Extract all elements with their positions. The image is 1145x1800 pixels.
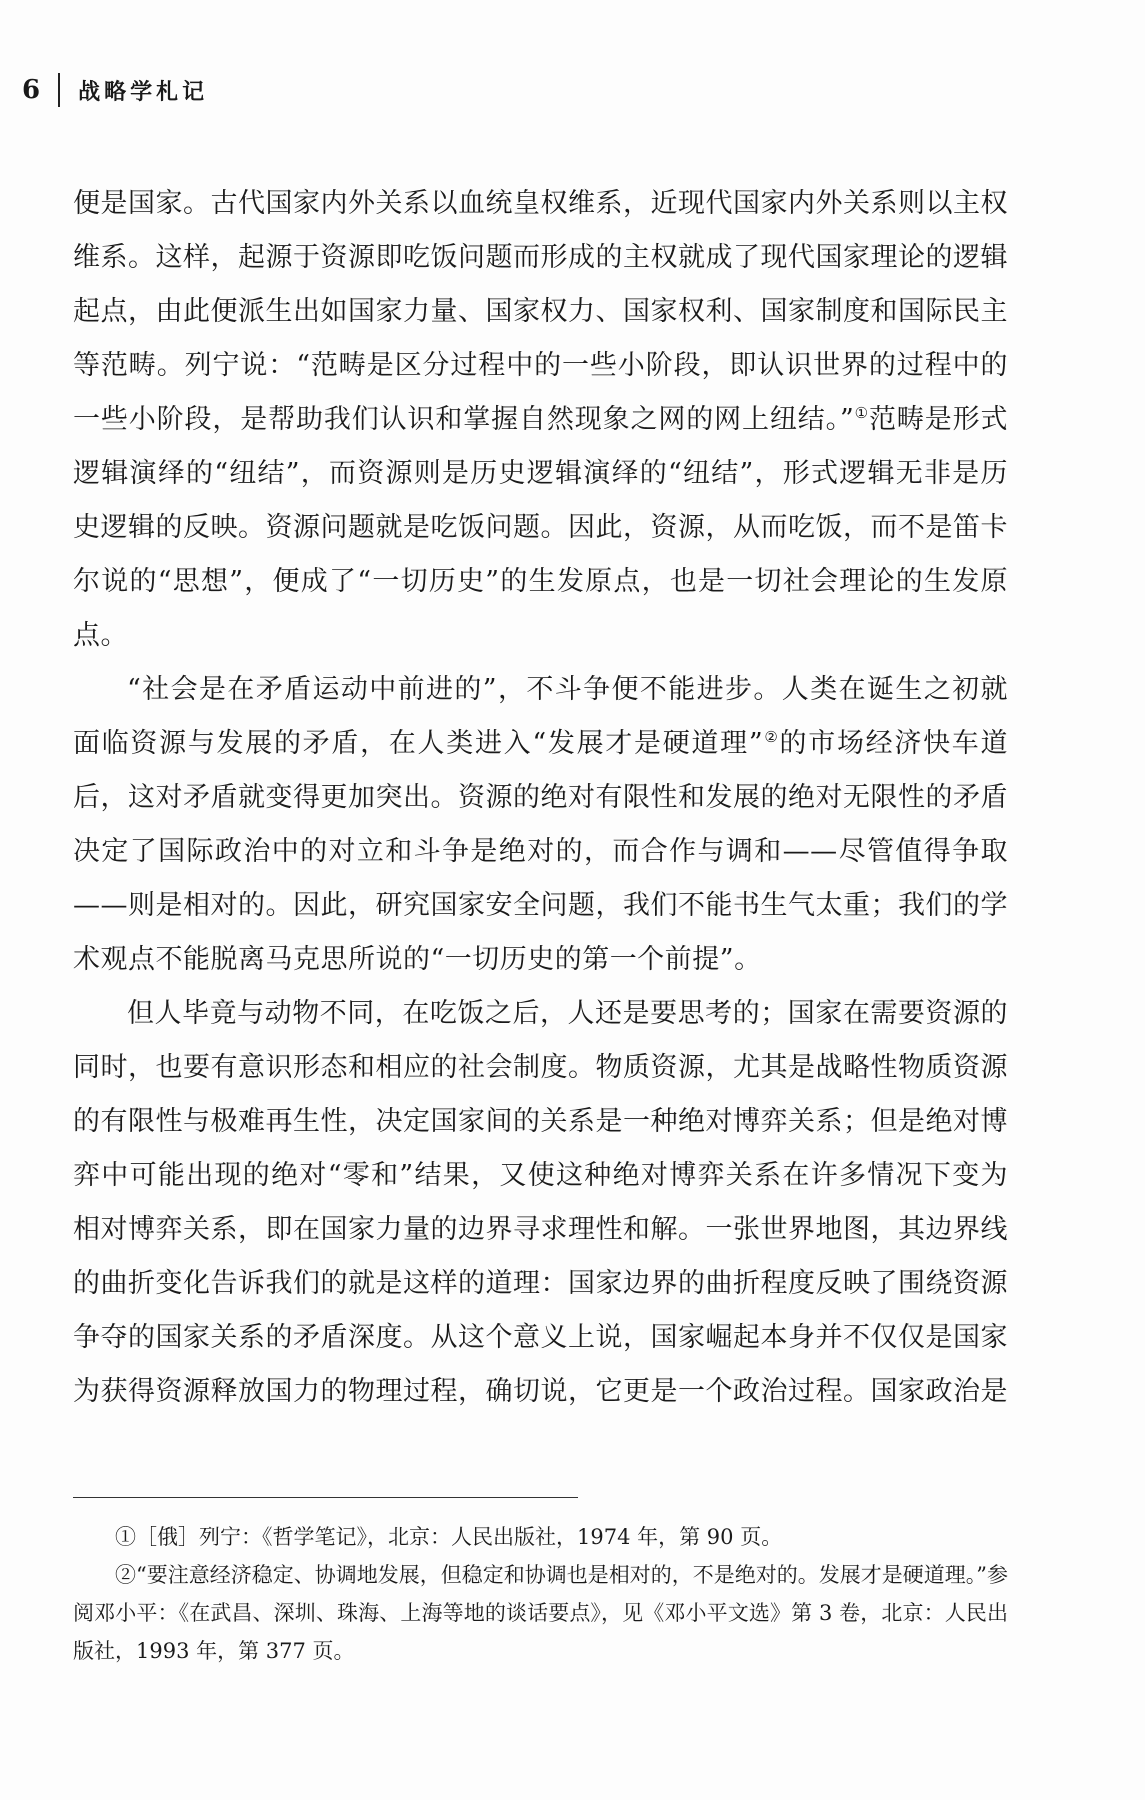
paragraph-1-continued: 范畴是形式逻辑演绎的“纽结”，而资源则是历史逻辑演绎的“纽结”，形式逻辑无非是历史逻辑的反映。资源问题就是吃饭问题。因此，资源，从而吃饭，而不是笛卡尔说的“思想”，便成了“一切历史”的生发原点，也是一切社会理论的生发原点。: [73, 404, 1008, 651]
body-text: [73, 177, 1008, 1419]
header-divider: [58, 73, 60, 107]
footnote-1: ①［俄］列宁：《哲学笔记》，北京：人民出版社，1974 年，第 90 页。: [115, 1525, 783, 1549]
paragraph-1: [73, 177, 1008, 663]
footnotes: [73, 1518, 1008, 1670]
book-title: 战略学札记: [78, 79, 209, 105]
footnote-2: ②“要注意经济稳定、协调地发展，但稳定和协调也是相对的，不是绝对的。发展才是硬道理。”参阅邓小平：《在武昌、深圳、珠海、上海等地的谈话要点》，见《邓小平文选》第 3 卷，北京：人民出版社，1993 年，第 377 页。: [73, 1563, 1008, 1663]
page-number: 6: [22, 75, 41, 105]
paragraph-2-text-b: 的市场经济快车道后，这对矛盾就变得更加突出。资源的绝对有限性和发展的绝对无限性的矛盾决定了国际政治中的对立和斗争是绝对的，而合作与调和——尽管值得争取——则是相对的。因此，研究国家安全问题，我们不能书生气太重；我们的学术观点不能脱离马克思所说的“一切历史的第一个前提”。: [73, 728, 1009, 975]
paragraph-2: [73, 663, 1008, 987]
paragraph-1-text: 便是国家。古代国家内外关系以血统皇权维系，近现代国家内外关系则以主权维系。这样，起源于资源即吃饭问题而形成的主权就成了现代国家理论的逻辑起点，由此便派生出如国家力量、国家权力、国家权利、国家制度和国际民主等范畴。列宁说：“范畴是区分过程中的一些小阶段，即认识世界的过程中的一些小阶段，是帮助我们认识和掌握自然现象之网的网上纽结。”: [73, 188, 1008, 435]
footnote-ref-1: ①: [854, 404, 869, 422]
footnote-divider: [73, 1497, 578, 1498]
running-header: [22, 70, 208, 110]
paragraph-2-text-a: “社会是在矛盾运动中前进的”，不斗争便不能进步。人类在诞生之初就面临资源与发展的矛盾，在人类进入“发展才是硬道理”: [73, 674, 1008, 759]
footnote-ref-2: ②: [763, 728, 780, 746]
paragraph-3: 但人毕竟与动物不同，在吃饭之后，人还是要思考的；国家在需要资源的同时，也要有意识形态和相应的社会制度。物质资源，尤其是战略性物质资源的有限性与极难再生性，决定国家间的关系是一种绝对博弈关系；但是绝对博弈中可能出现的绝对“零和”结果，又使这种绝对博弈关系在许多情况下变为相对博弈关系，即在国家力量的边界寻求理性和解。一张世界地图，其边界线的曲折变化告诉我们的就是这样的道理：国家边界的曲折程度反映了围绕资源争夺的国家关系的矛盾深度。从这个意义上说，国家崛起本身并不仅仅是国家为获得资源释放国力的物理过程，确切说，它更是一个政治过程。国家政治是: [73, 998, 1008, 1407]
